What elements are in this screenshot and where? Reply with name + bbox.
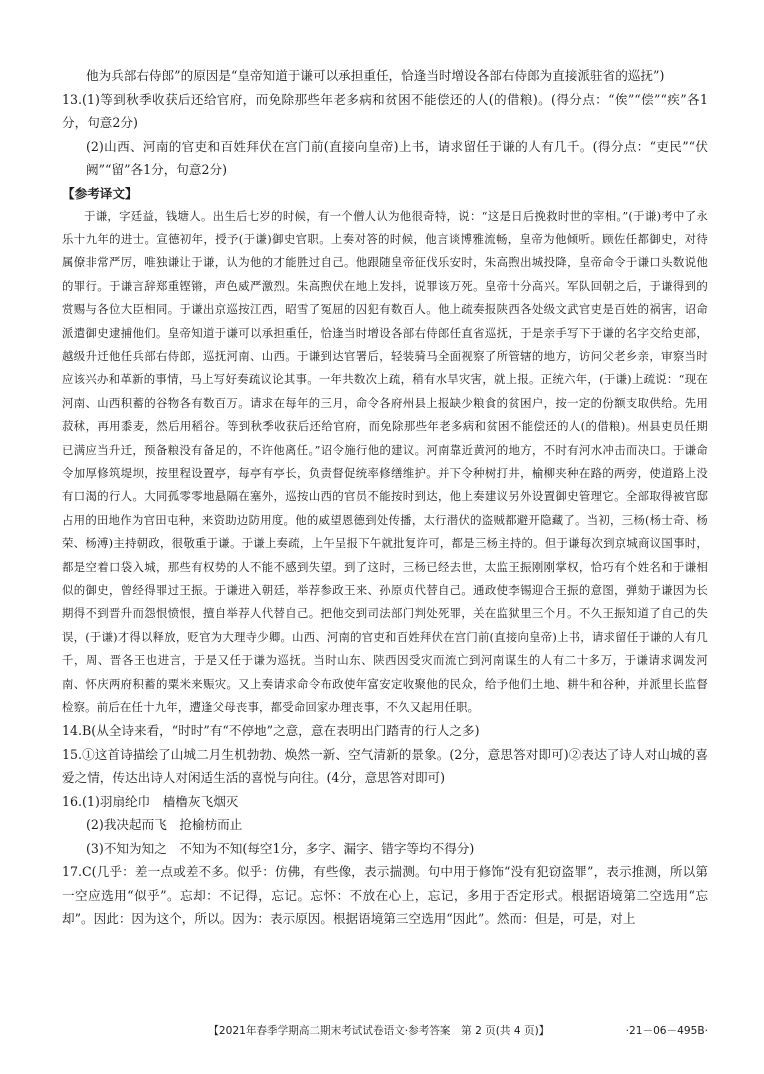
q17-text: C(几乎：差一点或差不多。似乎：仿佛，有些像，表示揣测。句中用于修饰“没有犯窃盗罪”，表示推测，所以第一空应选用“似乎”。忘却：不记得，忘记。忘怀：不放在心上，忘记，多用于否定形式。根据语境第二空选用“忘却”。因此：因为这个，所以。因为：表示原因。根据语境第三空选用“因此”。然而：但是，可是，对上 [62, 864, 708, 927]
q15-text: ①这首诗描绘了山城二月生机勃勃、焕然一新、空气清新的景象。(2分，意思答对即可)②表达了诗人对山城的喜爱之情，传达出诗人对闲适生活的喜悦与向往。(4分，意思答对即可) [62, 746, 708, 786]
footer-code: ·21－06－495B· [625, 1025, 708, 1037]
q17-number: 17. [62, 864, 83, 880]
q15 [62, 743, 708, 790]
q16 [62, 790, 708, 861]
answer-page [62, 64, 708, 931]
q15-number: 15. [62, 746, 83, 762]
translation-heading: 【参考译文】 [62, 185, 138, 201]
q17 [62, 860, 708, 931]
q13-part1 [62, 88, 708, 135]
footer-title: 【2021年春季学期高二期末考试试卷语文·参考答案 第 2 页(共 4 页)】 [208, 1025, 550, 1037]
q13-number: 13. [62, 91, 83, 107]
q14 [62, 719, 708, 743]
q14-text: B(从全诗来看，“时时”有“不停地”之意，意在表明出门踏青的行人之多) [82, 723, 480, 739]
q16-part2: (2)我决起而飞 抢榆枋而止 [86, 817, 243, 833]
q16-part3: (3)不知为知之 不知为不知(每空1分，多字、漏字、错字等均不得分) [86, 840, 475, 856]
q14-number: 14. [62, 723, 83, 739]
q13-part1-text: (1)等到秋季收获后还给官府，而免除那些年老多病和贫困不能偿还的人(的借粮)。(得分点：“俟”“偿”“疾”各1分，句意2分) [62, 91, 708, 130]
q16-part1 [62, 790, 708, 814]
q13 [62, 88, 708, 182]
q13-part2: (2)山西、河南的官吏和百姓拜伏在宫门前(直接向皇帝)上书，请求留任于谦的人有几千。(得分点：“吏民”“伏阙”“留”各1分，句意2分) [86, 138, 708, 177]
translation-text: 于谦，字廷益，钱塘人。出生后七岁的时候，有一个僧人认为他很奇特，说：“这是日后挽救时世的宰相。”(于谦)考中了永乐十九年的进士。宣德初年，授予(于谦)御史官职。上奏对答的时候，他言谈博雅流畅，皇帝为他倾听。顾佐任都御史，对待属僚非常严厉，唯独谦让于谦，认为他的才能胜过自己。他跟随皇帝征伐乐安时，朱高煦出城投降，皇帝命令于谦口头数说他的罪行。于谦言辞郑重铿锵，声色威严激烈。朱高煦伏在地上发抖，说罪该万死。皇帝十分高兴。军队回朝之后，于谦得到的赏赐与各位大臣相同。于谦出京巡按江西，昭雪了冤屈的囚犯有数百人。他上疏奏报陕西各处级文武官吏是百姓的祸害，诏命派遣御史逮捕他们。皇帝知道于谦可以承担重任，恰逢当时增设各部右侍郎任直省巡抚，于是亲手写下于谦的名字交给吏部，越级升迁他任兵部右侍郎，巡抚河南、山西。于谦到达官署后，轻装骑马全面视察了所管辖的地方，访问父老乡亲，审察当时应该兴办和革新的事情，马上写好奏疏议论其事。一年共数次上疏，稍有水旱灾害，就上报。正统六年，(于谦)上疏说：“现在河南、山西积蓄的谷物各有数百万。请求在每年的三月，命令各府州县上报缺少粮食的贫困户，按一定的份额支取供给。先用菽秫，再用黍麦，然后用稻谷。等到秋季收获后还给官府，而免除那些年老多病和贫困不能偿还的人(的借粮)。州县吏员任期已满应当升迁，预备粮没有备足的，不许他离任。”诏令施行他的建议。河南靠近黄河的地方，不时有河水冲击而决口。于谦命令加厚修筑堤坝，按里程设置亭，每亭有亭长，负责督促统率修缮维护。并下令种树打井，榆柳夹种在路的两旁，使道路上没有口渴的行人。大同孤零零地悬隔在塞外，巡按山西的官员不能按时到达，他上奏建议另外设置御史管理它。全部取得被官邸占用的田地作为官田屯种，来资助边防用度。他的威望恩德到处传播，太行潜伏的盗贼都避开隐藏了。当初，三杨(杨士奇、杨荣、杨溥)主持朝政，很敬重于谦。于谦上奏疏，上午呈报下午就批复许可，都是三杨主持的。但于谦每次到京城商议国事时，都是空着口袋入城，那些有权势的人不能不感到失望。到了这时，三杨已经去世，太监王振刚刚掌权，恰巧有个姓名和于谦相似的御史，曾经得罪过王振。于谦进入朝廷，举荐参政王来、孙原贞代替自己。通政使李锡迎合王振的意图，弹劾于谦因为长期得不到晋升而怨恨愤恨，擅自举荐人代替自己。把他交到司法部门判处死罪，关在监狱里三个月。不久王振知道了自己的失误，(于谦)才得以释放，贬官为大理寺少卿。山西、河南的官吏和百姓拜伏在宫门前(直接向皇帝)上书，请求留任于谦的人有几千，周、晋各王也进言，于是又任于谦为巡抚。当时山东、陕西因受灾而流亡到河南谋生的人有二十多万，于谦请求调发河南、怀庆两府积蓄的粟米来赈灾。又上奏请求命令布政使年富安定收聚他的民众，给予他们土地、耕牛和谷种，并派里长监督检察。前后在任十九年，遭逢父母丧事，都受命回家办理丧事，不久又起用任职。 [62, 208, 708, 715]
q16-number: 16. [62, 793, 83, 809]
q16-part1-text: (1)羽扇纶巾 樯橹灰飞烟灭 [82, 793, 239, 809]
q12-tail: 他为兵部右侍郎”的原因是“皇帝知道于谦可以承担重任，恰逢当时增设各部右侍郎为直接派驻省的巡抚”) [86, 68, 665, 83]
page-footer [62, 1023, 708, 1039]
